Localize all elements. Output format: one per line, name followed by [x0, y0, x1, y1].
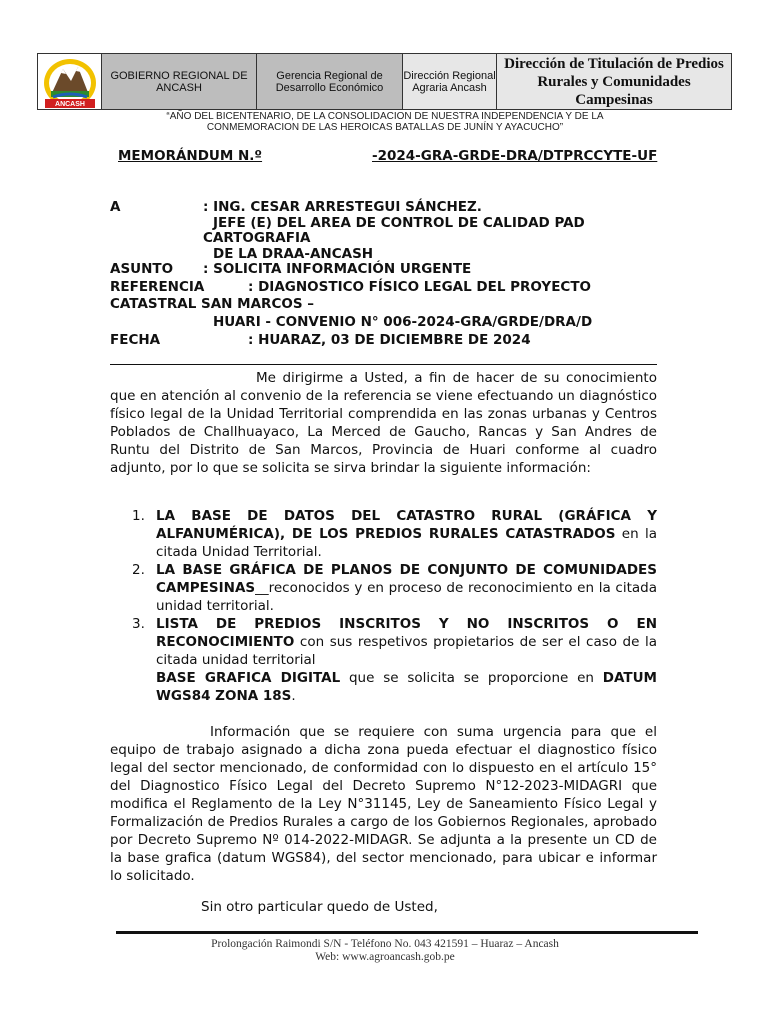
field-fecha-label: FECHA [110, 332, 161, 348]
digital-mid: que se solicita se proporcione en [340, 670, 603, 686]
field-asunto-label: ASUNTO [110, 261, 174, 277]
item-text [156, 615, 657, 669]
item-rest-text: en la citada Unidad Territorial. [156, 526, 657, 560]
digital-base-text [156, 669, 657, 705]
header-cell-gerencia [257, 54, 403, 109]
separator-line [110, 364, 657, 365]
direccion-titulacion-title: Dirección de Titulación de Predios Rurales y Comunidades Campesinas [504, 55, 724, 108]
item-number: 1. [132, 508, 145, 524]
year-motto: “AÑO DEL BICENTENARIO, DE LA CONSOLIDACION DE NUESTRA INDEPENDENCIA Y DE LA CONMEMORACION DE LAS HEROICAS BATALLAS DE JUNÍN Y AYACUCHO” [166, 111, 604, 133]
digital-bold-1: BASE GRAFICA DIGITAL [156, 670, 341, 686]
gobierno-regional-label: GOBIERNO REGIONAL DE ANCASH [110, 69, 248, 94]
header-cell-direccion-regional [403, 54, 497, 109]
letterhead [37, 53, 732, 110]
item-bold-text: LISTA DE PREDIOS INSCRITOS Y NO INSCRITOS O EN RECONOCIMIENTO [156, 616, 657, 650]
memo-number: -2024-GRA-GRDE-DRA/DTPRCCYTE-UF [372, 148, 658, 164]
gerencia-label: Gerencia Regional de Desarrollo Económico [275, 69, 384, 94]
digital-end: . [291, 688, 296, 704]
footer-web: Web: www.agroancash.gob.pe [315, 951, 455, 963]
footer-rule [116, 931, 698, 934]
header-cell-titulacion [497, 54, 731, 109]
item-rest-text: __reconocidos y en proceso de reconocimiento en la citada unidad territorial. [156, 580, 657, 614]
field-referencia-label: REFERENCIA [110, 279, 205, 295]
memo-label: MEMORÁNDUM N.º [118, 148, 263, 164]
field-fecha-value: : HUARAZ, 03 DE DICIEMBRE DE 2024 [248, 332, 531, 348]
item-text [156, 507, 657, 561]
item-text [156, 561, 657, 615]
logo-text: ANCASH [54, 100, 85, 108]
item-number: 3. [132, 616, 145, 632]
intro-paragraph: Me dirigirme a Usted, a fin de hacer de su conocimiento que en atención al convenio de la referencia se viene efectuando un diagnóstico físico legal de la Unidad Territorial comprendida en las zonas urbanas y Centros Poblados de Challhuayaco, La Merced de Gaucho, Rancas y San Andres de Runtu del Distrito de San Marcos, Provincia de Huari conforme al cuadro adjunto, por lo que se solicita se sirva brindar la siguiente información: [110, 370, 657, 476]
field-referencia-line3: HUARI - CONVENIO N° 006-2024-GRA/GRDE/DRA/D [213, 314, 593, 330]
footer [160, 938, 610, 964]
item-bold-text: LA BASE GRÁFICA DE PLANOS DE CONJUNTO DE COMUNIDADES CAMPESINAS [156, 562, 657, 596]
header-cell-gobierno [102, 54, 257, 109]
item-rest-text: con sus respetivos propietarios de ser el caso de la citada unidad territorial [156, 634, 657, 668]
item-number: 2. [132, 562, 145, 578]
field-referencia-line2: CATASTRAL SAN MARCOS – [110, 296, 314, 312]
ancash-logo-icon [41, 55, 99, 109]
item-bold-text: LA BASE DE DATOS DEL CATASTRO RURAL (GRÁFICA Y ALFANUMÉRICA), DE LOS PREDIOS RURALES CATASTRADOS [156, 508, 657, 542]
field-a-value: : ING. CESAR ARRESTEGUI SÁNCHEZ. [203, 199, 482, 215]
justification-paragraph: Información que se requiere con suma urgencia para que el equipo de trabajo asignado a dicha zona pueda efectuar el diagnostico físico legal del sector mencionado, de conformidad con lo dispuesto en el artículo 15° del Diagnostico Físico Legal del Decreto Supremo N°12-2023-MIDAGRI que modifica el Reglamento de la Ley N°31145, Ley de Saneamiento Físico Legal y Formalización de Predios Rurales a cargo de los Gobiernos Regionales, aprobado por Decreto Supremo Nº 014-2022-MIDAGR. Se adjunta a la presente un CD de la base grafica (datum WGS84), del sector mencionado, para ubicar e informar lo solicitado. [110, 724, 657, 884]
field-a-label: A [110, 199, 121, 215]
digital-bold-2: DATUM WGS84 ZONA 18S [156, 670, 657, 704]
field-asunto-value: : SOLICITA INFORMACIÓN URGENTE [203, 261, 472, 277]
closing-line: Sin otro particular quedo de Usted, [201, 899, 438, 915]
direccion-regional-label: Dirección Regional Agraria Ancash [403, 69, 496, 94]
footer-address: Prolongación Raimondi S/N - Teléfono No. 043 421591 – Huaraz – Ancash [211, 938, 559, 950]
field-referencia-line1: : DIAGNOSTICO FÍSICO LEGAL DEL PROYECTO [248, 279, 592, 295]
field-a-line3: CARTOGRAFIA [203, 230, 311, 246]
regional-logo [38, 54, 102, 109]
field-a-line2: JEFE (E) DEL AREA DE CONTROL DE CALIDAD PAD [213, 215, 585, 231]
field-a-line4: DE LA DRAA-ANCASH [213, 246, 374, 262]
